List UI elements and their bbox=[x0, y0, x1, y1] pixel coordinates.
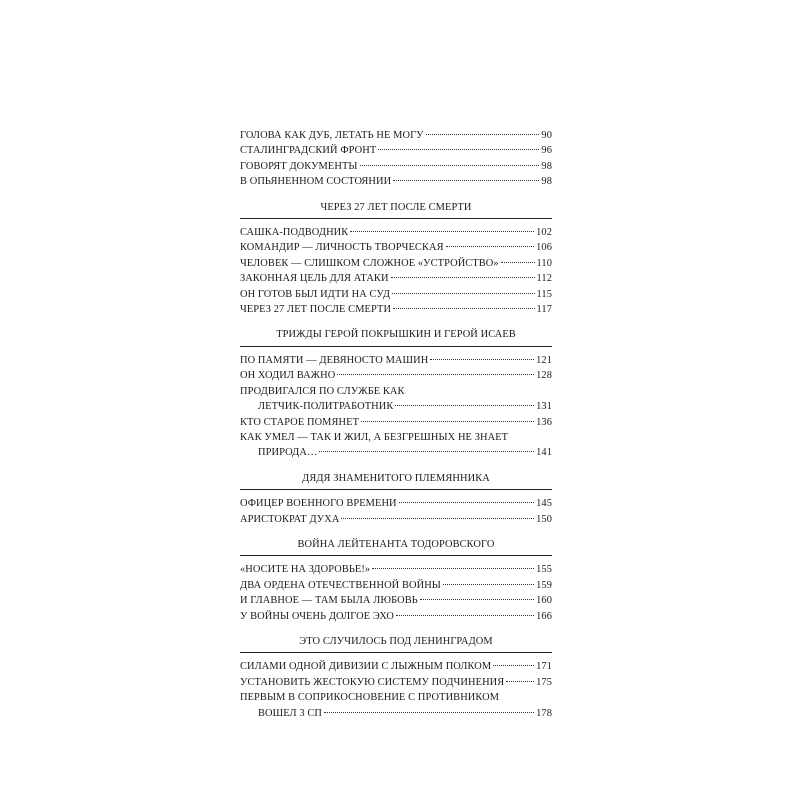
page-number: 102 bbox=[536, 227, 552, 239]
entry-title: ОН ХОДИЛ ВАЖНО bbox=[240, 370, 336, 382]
entry-title: И ГЛАВНОЕ — ТАМ БЫЛА ЛЮБОВЬ bbox=[240, 595, 418, 607]
page-number: 136 bbox=[536, 416, 552, 428]
section-heading: ВОЙНА ЛЕЙТЕНАНТА ТОДОРОВСКОГО bbox=[240, 537, 552, 556]
dot-leader bbox=[393, 308, 534, 309]
page-number: 178 bbox=[536, 707, 552, 719]
entry-title: СТАЛИНГРАДСКИЙ ФРОНТ bbox=[240, 145, 377, 157]
entry-line bbox=[240, 159, 552, 174]
entry-title: ПРИРОДА… bbox=[258, 447, 318, 459]
page-number: 171 bbox=[536, 661, 552, 673]
page-number: 175 bbox=[536, 676, 552, 688]
page-number: 115 bbox=[536, 288, 552, 300]
toc-section bbox=[240, 327, 552, 460]
entry-line bbox=[240, 609, 552, 624]
dot-leader bbox=[393, 180, 539, 181]
toc-section bbox=[240, 471, 552, 527]
entry-line bbox=[240, 659, 552, 674]
entry-line bbox=[240, 174, 552, 189]
entry-title: ЧЕЛОВЕК — СЛИШКОМ СЛОЖНОЕ «УСТРОЙСТВО» bbox=[240, 257, 499, 269]
dot-leader bbox=[360, 165, 540, 166]
entry-title: ГОВОРЯТ ДОКУМЕНТЫ bbox=[240, 160, 358, 172]
toc-entry[interactable] bbox=[240, 578, 552, 593]
page-number: 96 bbox=[541, 145, 552, 157]
entry-line bbox=[240, 415, 552, 430]
entry-title: ПЕРВЫМ В СОПРИКОСНОВЕНИЕ С ПРОТИВНИКОМ bbox=[240, 692, 500, 704]
entry-line bbox=[240, 256, 552, 271]
entry-line bbox=[240, 287, 552, 302]
page-number: 121 bbox=[536, 354, 552, 366]
entry-title: ЗАКОННАЯ ЦЕЛЬ ДЛЯ АТАКИ bbox=[240, 273, 389, 285]
toc-section bbox=[240, 128, 552, 190]
entry-title: «НОСИТЕ НА ЗДОРОВЬЕ!» bbox=[240, 564, 371, 576]
dot-leader bbox=[337, 374, 534, 375]
toc-entry[interactable] bbox=[240, 415, 552, 430]
entry-title: СИЛАМИ ОДНОЙ ДИВИЗИИ С ЛЫЖНЫМ ПОЛКОМ bbox=[240, 661, 492, 673]
toc-entry[interactable] bbox=[240, 659, 552, 674]
entry-title: ВОШЕЛ 3 СП bbox=[258, 707, 322, 719]
page-number: 110 bbox=[536, 257, 552, 269]
dot-leader bbox=[324, 712, 534, 713]
toc-entry[interactable] bbox=[240, 302, 552, 317]
dot-leader bbox=[341, 518, 534, 519]
entry-title: АРИСТОКРАТ ДУХА bbox=[240, 513, 340, 525]
page-number: 128 bbox=[536, 370, 552, 382]
entry-line bbox=[240, 496, 552, 511]
entry-line bbox=[240, 225, 552, 240]
dot-leader bbox=[443, 584, 534, 585]
entry-title: В ОПЬЯНЕННОМ СОСТОЯНИИ bbox=[240, 176, 392, 188]
entry-line bbox=[240, 562, 552, 577]
entry-line bbox=[240, 430, 552, 445]
page-number: 106 bbox=[536, 242, 552, 254]
page-number: 131 bbox=[536, 401, 552, 413]
entry-title: УСТАНОВИТЬ ЖЕСТОКУЮ СИСТЕМУ ПОДЧИНЕНИЯ bbox=[240, 676, 505, 688]
entry-line bbox=[240, 445, 552, 460]
toc-entry[interactable] bbox=[240, 496, 552, 511]
dot-leader bbox=[350, 231, 534, 232]
page-number: 117 bbox=[536, 304, 552, 316]
entry-title: ОФИЦЕР ВОЕННОГО ВРЕМЕНИ bbox=[240, 498, 397, 510]
dot-leader bbox=[319, 451, 534, 452]
dot-leader bbox=[361, 421, 534, 422]
entry-title: ОН ГОТОВ БЫЛ ИДТИ НА СУД bbox=[240, 288, 391, 300]
toc-entry[interactable] bbox=[240, 430, 552, 461]
entry-line bbox=[240, 399, 552, 414]
entry-line bbox=[240, 706, 552, 721]
dot-leader bbox=[399, 502, 534, 503]
page-number: 145 bbox=[536, 498, 552, 510]
entry-line bbox=[240, 128, 552, 143]
entry-title: ГОЛОВА КАК ДУБ, ЛЕТАТЬ НЕ МОГУ bbox=[240, 130, 424, 141]
section-heading: ДЯДЯ ЗНАМЕНИТОГО ПЛЕМЯННИКА bbox=[240, 471, 552, 490]
toc-entry[interactable] bbox=[240, 225, 552, 240]
page-number: 150 bbox=[536, 513, 552, 525]
entry-title: КАК УМЕЛ — ТАК И ЖИЛ, А БЕЗГРЕШНЫХ НЕ ЗНАЕТ bbox=[240, 431, 509, 443]
dot-leader bbox=[446, 246, 534, 247]
toc-entry[interactable] bbox=[240, 287, 552, 302]
toc-entry[interactable] bbox=[240, 143, 552, 158]
page-number: 112 bbox=[536, 273, 552, 285]
dot-leader bbox=[391, 277, 535, 278]
page-number: 160 bbox=[536, 595, 552, 607]
dot-leader bbox=[378, 149, 539, 150]
entry-line bbox=[240, 353, 552, 368]
toc-entry[interactable] bbox=[240, 368, 552, 383]
toc-entry[interactable] bbox=[240, 690, 552, 721]
entry-title: КТО СТАРОЕ ПОМЯНЕТ bbox=[240, 416, 360, 428]
toc-entry[interactable] bbox=[240, 593, 552, 608]
toc-entry[interactable] bbox=[240, 675, 552, 690]
page-number: 98 bbox=[541, 176, 552, 188]
table-of-contents bbox=[240, 128, 552, 731]
entry-title: КОМАНДИР — ЛИЧНОСТЬ ТВОРЧЕСКАЯ bbox=[240, 242, 444, 254]
dot-leader bbox=[430, 359, 534, 360]
section-heading: ЭТО СЛУЧИЛОСЬ ПОД ЛЕНИНГРАДОМ bbox=[240, 634, 552, 653]
page-number: 90 bbox=[541, 130, 552, 141]
entry-line bbox=[240, 690, 552, 705]
toc-entry[interactable] bbox=[240, 562, 552, 577]
toc-entry[interactable] bbox=[240, 271, 552, 286]
entry-title: У ВОЙНЫ ОЧЕНЬ ДОЛГОЕ ЭХО bbox=[240, 610, 394, 622]
dot-leader bbox=[506, 681, 534, 682]
entry-title: ПРОДВИГАЛСЯ ПО СЛУЖБЕ КАК bbox=[240, 385, 405, 397]
page-number: 159 bbox=[536, 579, 552, 591]
dot-leader bbox=[392, 293, 534, 294]
entry-line bbox=[240, 384, 552, 399]
entry-line bbox=[240, 143, 552, 158]
entry-title: ЧЕРЕЗ 27 ЛЕТ ПОСЛЕ СМЕРТИ bbox=[240, 304, 392, 316]
section-heading: ТРИЖДЫ ГЕРОЙ ПОКРЫШКИН И ГЕРОЙ ИСАЕВ bbox=[240, 327, 552, 346]
entry-title: ДВА ОРДЕНА ОТЕЧЕСТВЕННОЙ ВОЙНЫ bbox=[240, 579, 441, 591]
page-number: 141 bbox=[536, 447, 552, 459]
page-number: 98 bbox=[541, 160, 552, 172]
dot-leader bbox=[420, 599, 534, 600]
page-number: 166 bbox=[536, 610, 552, 622]
entry-line bbox=[240, 578, 552, 593]
entry-line bbox=[240, 240, 552, 255]
toc-entry[interactable] bbox=[240, 174, 552, 189]
toc-entry[interactable] bbox=[240, 384, 552, 415]
toc-section bbox=[240, 200, 552, 318]
toc-entry[interactable] bbox=[240, 353, 552, 368]
entry-title: САШКА-ПОДВОДНИК bbox=[240, 227, 349, 239]
toc-section bbox=[240, 634, 552, 721]
toc-entry[interactable] bbox=[240, 609, 552, 624]
toc-section bbox=[240, 537, 552, 624]
entry-line bbox=[240, 675, 552, 690]
toc-entry[interactable] bbox=[240, 256, 552, 271]
entry-line bbox=[240, 512, 552, 527]
entry-title: ПО ПАМЯТИ — ДЕВЯНОСТО МАШИН bbox=[240, 354, 429, 366]
dot-leader bbox=[372, 568, 534, 569]
dot-leader bbox=[493, 665, 534, 666]
entry-line bbox=[240, 302, 552, 317]
toc-entry[interactable] bbox=[240, 159, 552, 174]
toc-entry[interactable] bbox=[240, 512, 552, 527]
page-number: 155 bbox=[536, 564, 552, 576]
toc-entry[interactable] bbox=[240, 240, 552, 255]
dot-leader bbox=[426, 134, 540, 135]
toc-entry[interactable] bbox=[240, 128, 552, 143]
dot-leader bbox=[396, 615, 534, 616]
section-heading: ЧЕРЕЗ 27 ЛЕТ ПОСЛЕ СМЕРТИ bbox=[240, 200, 552, 219]
entry-title: ЛЕТЧИК-ПОЛИТРАБОТНИК bbox=[258, 401, 394, 413]
dot-leader bbox=[501, 262, 535, 263]
entry-line bbox=[240, 368, 552, 383]
entry-line bbox=[240, 593, 552, 608]
dot-leader bbox=[395, 405, 534, 406]
entry-line bbox=[240, 271, 552, 286]
